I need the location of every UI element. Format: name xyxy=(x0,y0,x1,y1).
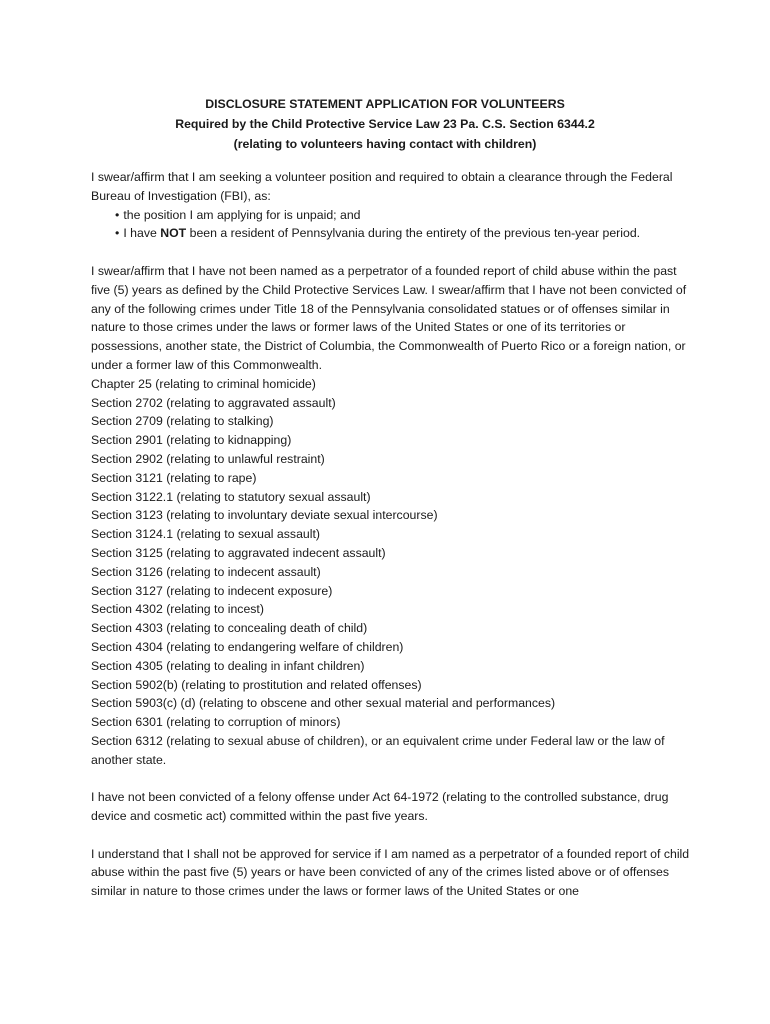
document-body xyxy=(91,168,691,901)
bullet-icon: • xyxy=(115,226,120,241)
crime-item: Section 2702 (relating to aggravated assault) xyxy=(91,395,336,410)
crime-item: Section 3122.1 (relating to statutory sexual assault) xyxy=(91,489,371,504)
paragraph-gap xyxy=(91,826,691,845)
bullet-text-post: been a resident of Pennsylvania during the entirety of the previous ten-year period. xyxy=(186,226,641,241)
intro-paragraph: I swear/affirm that I am seeking a volunteer position and required to obtain a clearance through the Federal Bureau of Investigation (FBI), as: xyxy=(91,170,673,203)
crime-item: Section 2709 (relating to stalking) xyxy=(91,414,274,429)
paragraph-gap xyxy=(91,770,691,789)
crime-item: Section 3124.1 (relating to sexual assault) xyxy=(91,527,320,542)
document-header xyxy=(0,94,770,154)
crime-item: Section 4304 (relating to endangering welfare of children) xyxy=(91,639,404,654)
crime-item: Section 6312 (relating to sexual abuse of children), or an equivalent crime under Federal law or the law of another state. xyxy=(91,733,665,767)
intro-bullet-residency xyxy=(91,224,691,243)
document-subtitle: Required by the Child Protective Service Law 23 Pa. C.S. Section 6344.2 xyxy=(175,117,595,131)
crime-item: Section 3123 (relating to involuntary deviate sexual intercourse) xyxy=(91,508,438,523)
crime-item: Section 2901 (relating to kidnapping) xyxy=(91,433,292,448)
bullet-icon: • xyxy=(115,207,120,222)
crime-item: Section 3127 (relating to indecent exposure) xyxy=(91,583,333,598)
crime-item: Section 6301 (relating to corruption of minors) xyxy=(91,715,341,730)
crime-item: Section 3121 (relating to rape) xyxy=(91,470,257,485)
crime-item: Section 4303 (relating to concealing death of child) xyxy=(91,621,368,636)
crime-item: Section 3126 (relating to indecent assault) xyxy=(91,564,321,579)
document-subtitle-relating: (relating to volunteers having contact with children) xyxy=(233,137,537,151)
bullet-text-emphasis: NOT xyxy=(160,226,187,241)
crime-item: Section 5902(b) (relating to prostitution and related offenses) xyxy=(91,677,422,692)
bullet-text-pre: I have xyxy=(123,226,161,241)
paragraph-gap xyxy=(91,243,691,262)
understand-paragraph: I understand that I shall not be approved for service if I am named as a perpetrator of a founded report of child abuse within the past five (5) years or have been convicted of any of the crimes listed above or of offenses similar in nature to those crimes under the laws or former laws of the United States or one xyxy=(91,846,690,899)
crime-item: Section 3125 (relating to aggravated indecent assault) xyxy=(91,545,386,560)
crime-item: Section 2902 (relating to unlawful restraint) xyxy=(91,451,325,466)
document-title: DISCLOSURE STATEMENT APPLICATION FOR VOLUNTEERS xyxy=(205,97,565,111)
crime-item: Chapter 25 (relating to criminal homicide) xyxy=(91,376,316,391)
felony-paragraph: I have not been convicted of a felony offense under Act 64-1972 (relating to the controlled substance, drug device and cosmetic act) committed within the past five years. xyxy=(91,790,669,824)
bullet-text: the position I am applying for is unpaid; and xyxy=(123,207,361,222)
statement-paragraph: I swear/affirm that I have not been named as a perpetrator of a founded report of child abuse within the past five (5) years as defined by the Child Protective Services Law. I swear/affirm that I have not been convicted of any of the following crimes under Title 18 of the Pennsylvania consolidated statues or of offenses similar in nature to those crimes under the laws or former laws of the United States or one of its territories or possessions, another state, the District of Columbia, the Commonwealth of Puerto Rico or a foreign nation, or under a former law of this Commonwealth. xyxy=(91,263,687,372)
crime-item: Section 4302 (relating to incest) xyxy=(91,602,264,617)
intro-bullet-unpaid xyxy=(91,206,691,225)
crime-item: Section 4305 (relating to dealing in infant children) xyxy=(91,658,365,673)
crimes-list xyxy=(91,375,691,770)
crime-item: Section 5903(c) (d) (relating to obscene and other sexual material and performances) xyxy=(91,696,556,711)
